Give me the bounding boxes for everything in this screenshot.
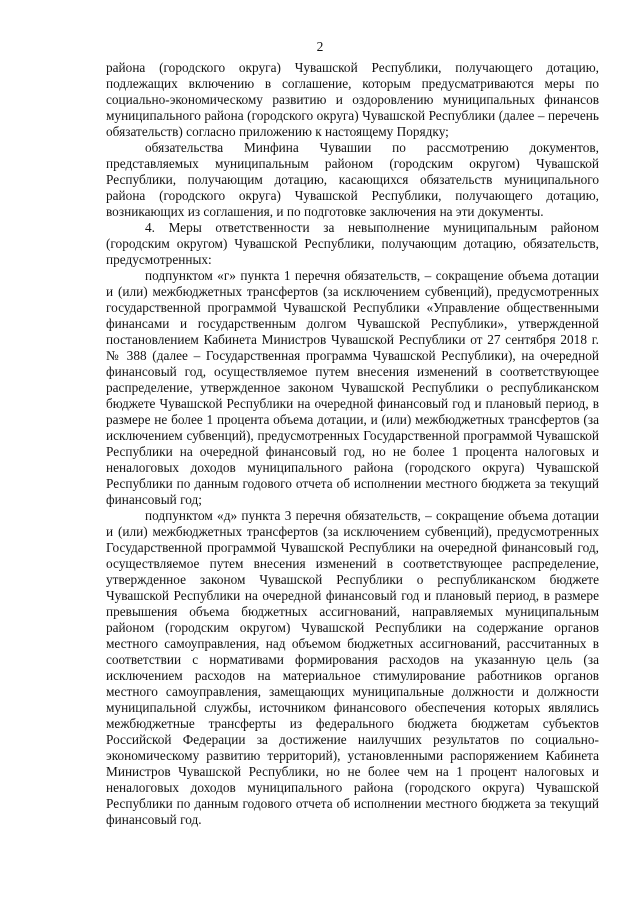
paragraph-subpoint-d: подпунктом «д» пункта 3 перечня обязательств, – сокращение объема дотации и (или) межбюджетных трансфертов (за исключением субвенций), предусмотренных Государственной программой Чувашской Республики на очередной финансовый год, осуществляемое путем внесения изменений в соответствующее распределение, утвержденное законом Чувашской Республики о республиканском бюджете Чувашской Республики на очередной финансовый год и плановый период, в размере превышения объема бюджетных ассигнований, направляемых муниципальным районом (городским округом) Чувашской Республики на содержание органов местного самоуправления, над объемом бюджетных ассигнований, рассчитанных в соответствии с нормативами формирования расходов на указанную цель (за исключением расходов на материальное стимулирование работников органов местного самоуправления, замещающих муниципальные должности и должности муниципальной службы, источником финансового обеспечения которых являлись межбюджетные трансферты из федерального бюджета бюджетам субъектов Российской Федерации за достижение наилучших результатов по социально-экономическому развитию территорий), установленными распоряжением Кабинета Министров Чувашской Республики, но не более чем на 1 процент налоговых и неналоговых доходов муниципального района (городского округа) Чувашской Республики по данным годового отчета об исполнении местного бюджета за текущий финансовый год. — [106, 508, 599, 827]
document-body — [106, 60, 599, 828]
paragraph-responsibility-measures: 4. Меры ответственности за невыполнение муниципальным районом (городским округом) Чувашской Республики, получающим дотацию, обязательств, предусмотренных: — [106, 220, 599, 267]
paragraph-subpoint-g: подпунктом «г» пункта 1 перечня обязательств, – сокращение объема дотации и (или) межбюджетных трансфертов (за исключением субвенций), предусмотренных государственной программой Чувашской Республики «Управление общественными финансами и государственным долгом Чувашской Республики», утвержденной постановлением Кабинета Министров Чувашской Республики от 27 сентября 2018 г. № 388 (далее – Государственная программа Чувашской Республики), на очередной финансовый год, осуществляемое путем внесения изменений в соответствующее распределение, утвержденное законом Чувашской Республики о республиканском бюджете Чувашской Республики на очередной финансовый год и плановый период, в размере не более 1 процента объема дотации, и (или) межбюджетных трансфертов (за исключением субвенций), предусмотренных Государственной программой Чувашской Республики на очередной финансовый год, но не более 1 процента налоговых и неналоговых доходов муниципального района (городского округа) Чувашской Республики по данным годового отчета об исполнении местного бюджета за текущий финансовый год; — [106, 268, 599, 507]
paragraph-minfin-obligations: обязательства Минфина Чувашии по рассмотрению документов, представляемых муниципальным районом (городским округом) Чувашской Республики, получающим дотацию, касающихся обязательств муниципального района (городского округа) Чувашской Республики, получающего дотацию, возникающих из соглашения, и по подготовке заключения на эти документы. — [106, 140, 599, 219]
page-number: 2 — [316, 39, 324, 54]
paragraph-obligations-list-continuation: района (городского округа) Чувашской Республики, получающего дотацию, подлежащих включению в соглашение, которым предусматриваются меры по социально-экономическому развитию и оздоровлению муниципальных финансов муниципального района (городского округа) Чувашской Республики (далее – перечень обязательств) согласно приложению к настоящему Порядку; — [106, 60, 599, 139]
